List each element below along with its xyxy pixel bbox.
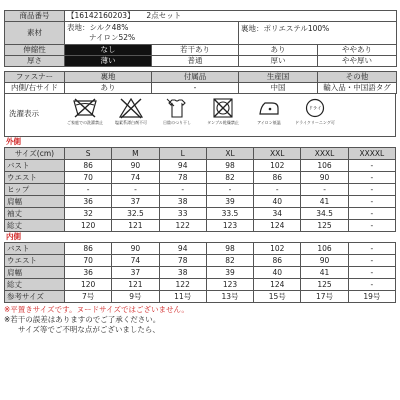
notes <box>4 305 396 335</box>
thickness-option-somewhat-thick: やや厚い <box>318 56 397 67</box>
info-zipper-value: 内側/右サイド <box>5 83 65 94</box>
line-dry-shade-icon: 日陰のつり干し <box>155 97 199 125</box>
stretch-label: 伸縮性 <box>5 45 65 56</box>
info-table <box>4 71 397 94</box>
info-header-origin: 生産国 <box>239 72 318 83</box>
thickness-label: 厚さ <box>5 56 65 67</box>
table-row: 肩幅 36 37 38 39 40 41 - <box>5 196 396 208</box>
set-label: 2点セット <box>146 11 182 21</box>
info-accessories-value: - <box>152 83 239 94</box>
inner-size-table <box>4 242 396 303</box>
svg-text:ドライ: ドライ <box>308 106 322 112</box>
washing-label: 洗濯表示 <box>9 109 39 118</box>
no-bleach-icon: 塩素系漂白剤不可 <box>109 97 153 125</box>
table-row: バスト 86 90 94 98 102 106 - <box>5 160 396 172</box>
table-row: ヒップ - - - - - - - <box>5 184 396 196</box>
outer-size-table <box>4 147 396 232</box>
info-header-zipper: ファスナー <box>5 72 65 83</box>
no-wash-icon: ご家庭での洗濯禁止 <box>63 97 107 125</box>
info-other-value: 輸入品・中国語タグ <box>318 83 397 94</box>
info-header-lining: 裏地 <box>65 72 152 83</box>
spec-table <box>4 10 397 67</box>
stretch-option-none: なし <box>65 45 152 56</box>
table-row: 肩幅 36 37 38 39 40 41 - <box>5 267 396 279</box>
thickness-option-thick: 厚い <box>239 56 318 67</box>
product-spec-sheet <box>4 10 396 335</box>
product-id-value: 【16142160203】 2点セット <box>65 11 397 22</box>
size-header-m: M <box>112 148 159 160</box>
size-header-xxl: XXL <box>254 148 301 160</box>
washing-section <box>4 94 396 137</box>
note-flat-measure: ※平置きサイズです。ヌードサイズではございません。 <box>4 305 189 314</box>
table-row: バスト 86 90 94 98 102 106 - <box>5 243 396 255</box>
table-row: ウエスト 70 74 78 82 86 90 - <box>5 255 396 267</box>
thickness-option-thin: 薄い <box>65 56 152 67</box>
size-header-xxxxl: XXXXL <box>348 148 395 160</box>
note-tolerance: ※若干の誤差はありますのでご了承ください。 <box>4 315 161 324</box>
dry-clean-icon: ドライ ドライクリーニング可 <box>293 97 337 125</box>
thickness-option-normal: 普通 <box>152 56 239 67</box>
table-row: 総丈 120 121 122 123 124 125 - <box>5 220 396 232</box>
outer-section-title: 外側 <box>6 137 21 146</box>
no-tumble-dry-icon: タンブル乾燥禁止 <box>201 97 245 125</box>
material-outer: 表地：シルク48% ナイロン52% <box>65 22 239 45</box>
table-row: 参考サイズ 7号 9号 11号 13号 15号 17号 19号 <box>5 291 396 303</box>
table-row: ウエスト 70 74 78 82 86 90 - <box>5 172 396 184</box>
stretch-option-slight: 若干あり <box>152 45 239 56</box>
inner-section-title: 内側 <box>6 232 21 241</box>
material-label: 素材 <box>5 22 65 45</box>
info-origin-value: 中国 <box>239 83 318 94</box>
size-header-xxxl: XXXL <box>301 148 348 160</box>
size-header-l: L <box>159 148 206 160</box>
info-header-accessories: 付属品 <box>152 72 239 83</box>
stretch-option-some: ややあり <box>318 45 397 56</box>
stretch-option-yes: あり <box>239 45 318 56</box>
info-header-other: その他 <box>318 72 397 83</box>
size-header-s: S <box>65 148 112 160</box>
outer-size-header-label: サイズ(cm) <box>5 148 65 160</box>
table-row: 総丈 120 121 122 123 124 125 - <box>5 279 396 291</box>
material-lining: 裏地：ポリエステル100% <box>239 22 397 45</box>
product-id-label: 商品番号 <box>5 11 65 22</box>
table-row: 袖丈 32 32.5 33 33.5 34 34.5 - <box>5 208 396 220</box>
note-contact: サイズ等でご不明な点がございましたら、 <box>18 325 160 334</box>
iron-low-icon: アイロン低温 <box>247 97 291 125</box>
size-header-xl: XL <box>206 148 253 160</box>
info-lining-value: あり <box>65 83 152 94</box>
